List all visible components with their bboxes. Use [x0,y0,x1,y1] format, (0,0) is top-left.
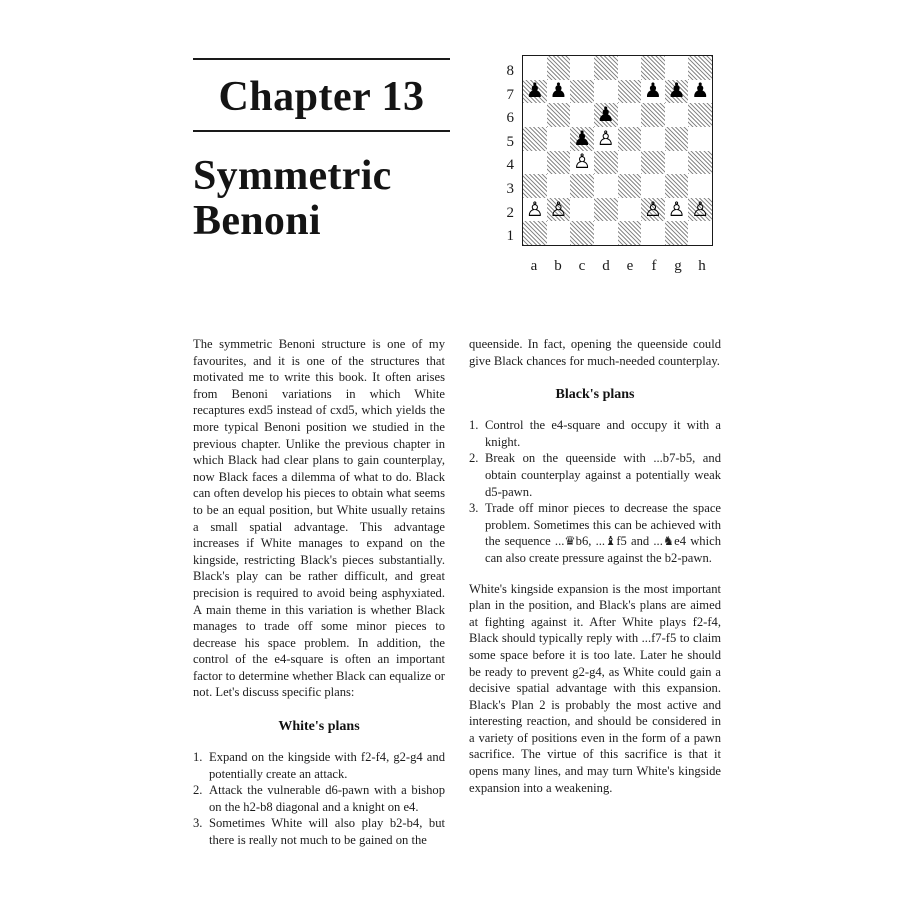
board-square-d8 [594,56,618,80]
board-square-g6 [665,103,689,127]
board-square-e5 [618,127,642,151]
board-square-a7 [523,80,547,104]
board-square-c6 [570,103,594,127]
closing-paragraph: White's kingside expansion is the most important plan in the position, and Black's plans are aimed at fighting against it. After White plays f2-f4, Black should typically reply with ...f7-f5 to claim some space before it is too late. Later he should be ready to prevent g2-g4, as White could gain a decisive spatial advantage with this expansion. Black's Plan 2 is probably the most active and interesting reaction, and should be considered in a variety of positions even in the form of a pawn sacrifice. The virtue of this sacrifice is that it opens many lines, and may turn White's kingside expansion into a weakening. [469,581,721,795]
chapter-header [193,58,450,245]
white-pawn-icon: ♙ [525,196,544,221]
board-square-d2 [594,198,618,222]
black-pawn-icon: ♟ [525,78,544,103]
board-square-d1 [594,221,618,245]
board-square-g7 [665,80,689,104]
rank-label: 2 [506,204,514,221]
right-column [469,336,721,849]
list-item: Expand on the kingside with f2-f4, g2-g4 and potentially create an attack. [209,750,445,781]
board-square-b7 [547,80,571,104]
file-label: d [602,257,610,274]
list-item: Trade off minor pieces to decrease the space problem. Sometimes this can be achieved with the sequence ...♛b6, ...♝f5 and ...♞e4 which can also create pressure against the b2-pawn. [485,501,721,565]
board-square-h6 [688,103,712,127]
board-square-f8 [641,56,665,80]
chapter-title [193,132,450,245]
board-square-e1 [618,221,642,245]
board-square-a3 [523,174,547,198]
rank-label: 3 [506,180,514,197]
white-pawn-icon: ♙ [643,196,662,221]
board-square-g3 [665,174,689,198]
file-label: g [674,257,682,274]
board-square-d6 [594,103,618,127]
board-square-f4 [641,151,665,175]
board-square-a8 [523,56,547,80]
file-label: c [578,257,586,274]
rank-label: 7 [506,86,514,103]
whites-plans-list [193,749,445,849]
rank-label: 1 [506,228,514,245]
white-pawn-icon: ♙ [691,196,710,221]
continuation-paragraph: queenside. In fact, opening the queenside could give Black chances for much-needed counterplay. [469,337,721,368]
rank-label: 6 [506,110,514,127]
list-item: Control the e4-square and occupy it with a knight. [485,418,721,449]
board-square-f3 [641,174,665,198]
board-square-d3 [594,174,618,198]
board-square-b2 [547,198,571,222]
file-label: h [698,257,706,274]
rank-label: 8 [506,63,514,79]
board-square-d5 [594,127,618,151]
board-square-h7 [688,80,712,104]
board-square-a6 [523,103,547,127]
white-pawn-icon: ♙ [549,196,568,221]
board-square-h8 [688,56,712,80]
list-item: Break on the queenside with ...b7-b5, and obtain counterplay against a potentially weak d5-pawn. [485,451,721,499]
board-square-e4 [618,151,642,175]
file-label: f [651,257,657,274]
black-pawn-icon: ♟ [573,125,592,150]
board-square-a2 [523,198,547,222]
board-square-b4 [547,151,571,175]
black-pawn-icon: ♟ [643,78,662,103]
black-pawn-icon: ♟ [667,78,686,103]
file-label: e [626,257,634,274]
white-pawn-icon: ♙ [667,196,686,221]
board-square-e2 [618,198,642,222]
board-square-e3 [618,174,642,198]
whites-plans-heading: White's plans [278,719,360,735]
rank-label: 5 [506,133,514,150]
board-square-c8 [570,56,594,80]
rank-label: 4 [506,157,514,174]
board-square-c2 [570,198,594,222]
board-square-g8 [665,56,689,80]
board-square-h3 [688,174,712,198]
list-item: Attack the vulnerable d6-pawn with a bishop on the h2-b8 diagonal and a knight on e4. [209,783,445,814]
list-item: Sometimes White will also play b2-b4, but there is really not much to be gained on the [209,816,445,848]
chapter-title-line-2: Benoni [193,198,321,245]
board-square-a5 [523,127,547,151]
white-pawn-icon: ♙ [573,149,592,174]
board-square-g5 [665,127,689,151]
board-square-f1 [641,221,665,245]
chess-board [522,55,713,246]
blacks-plans-list [469,417,721,566]
board-square-d4 [594,151,618,175]
board-square-e6 [618,103,642,127]
board-square-g4 [665,151,689,175]
board-square-b6 [547,103,571,127]
board-square-f2 [641,198,665,222]
blacks-plans-heading: Black's plans [555,387,635,403]
board-square-e8 [618,56,642,80]
board-square-a1 [523,221,547,245]
board-square-c7 [570,80,594,104]
board-square-b1 [547,221,571,245]
intro-paragraph: The symmetric Benoni structure is one of my favourites, and it is one of the structures that motivated me to write this book. It often arises from Benoni variations in which White recaptures exd5 instead of cxd5, which yields the more typical Benoni position we studied in the previous chapter. Unlike the previous chapter in which Black had clear plans to gain counterplay, now Black faces a dilemma of what to do. Black can often develop his pieces to obtain what seems to be an equal position, but White usually retains a small spatial advantage. This advantage increases if White manages to expand on the kingside, restricting Black's pieces substantially. Black's play can be rather difficult, and great precision is required to avoid being asphyxiated. A main theme in this variation is whether Black manages to trade off some minor pieces to decrease his space problem. In addition, the control of the e4-square is often an important factor to determine whether Black can equalize or not. Let's discuss specific plans: [193,337,445,700]
board-square-a4 [523,151,547,175]
chapter-number: Chapter 13 [218,74,425,120]
board-square-b8 [547,56,571,80]
black-pawn-icon: ♟ [596,102,615,127]
file-labels [522,254,714,275]
board-square-b5 [547,127,571,151]
board-square-g1 [665,221,689,245]
board-square-f6 [641,103,665,127]
board-square-g2 [665,198,689,222]
board-square-e7 [618,80,642,104]
board-square-f7 [641,80,665,104]
left-column [193,336,445,849]
board-square-c4 [570,151,594,175]
board-square-c3 [570,174,594,198]
board-square-b3 [547,174,571,198]
file-label: a [530,257,538,274]
board-square-h1 [688,221,712,245]
paragraph-spacer [469,567,721,581]
board-square-f5 [641,127,665,151]
body-columns [193,336,721,849]
white-pawn-icon: ♙ [596,125,615,150]
rank-labels [498,55,522,254]
black-pawn-icon: ♟ [691,78,710,103]
black-pawn-icon: ♟ [549,78,568,103]
board-square-c5 [570,127,594,151]
chapter-title-line-1: Symmetric [193,153,392,199]
file-label: b [554,257,562,274]
board-square-h2 [688,198,712,222]
board-square-h5 [688,127,712,151]
board-square-h4 [688,151,712,175]
board-square-d7 [594,80,618,104]
board-square-c1 [570,221,594,245]
chess-diagram [498,55,723,275]
